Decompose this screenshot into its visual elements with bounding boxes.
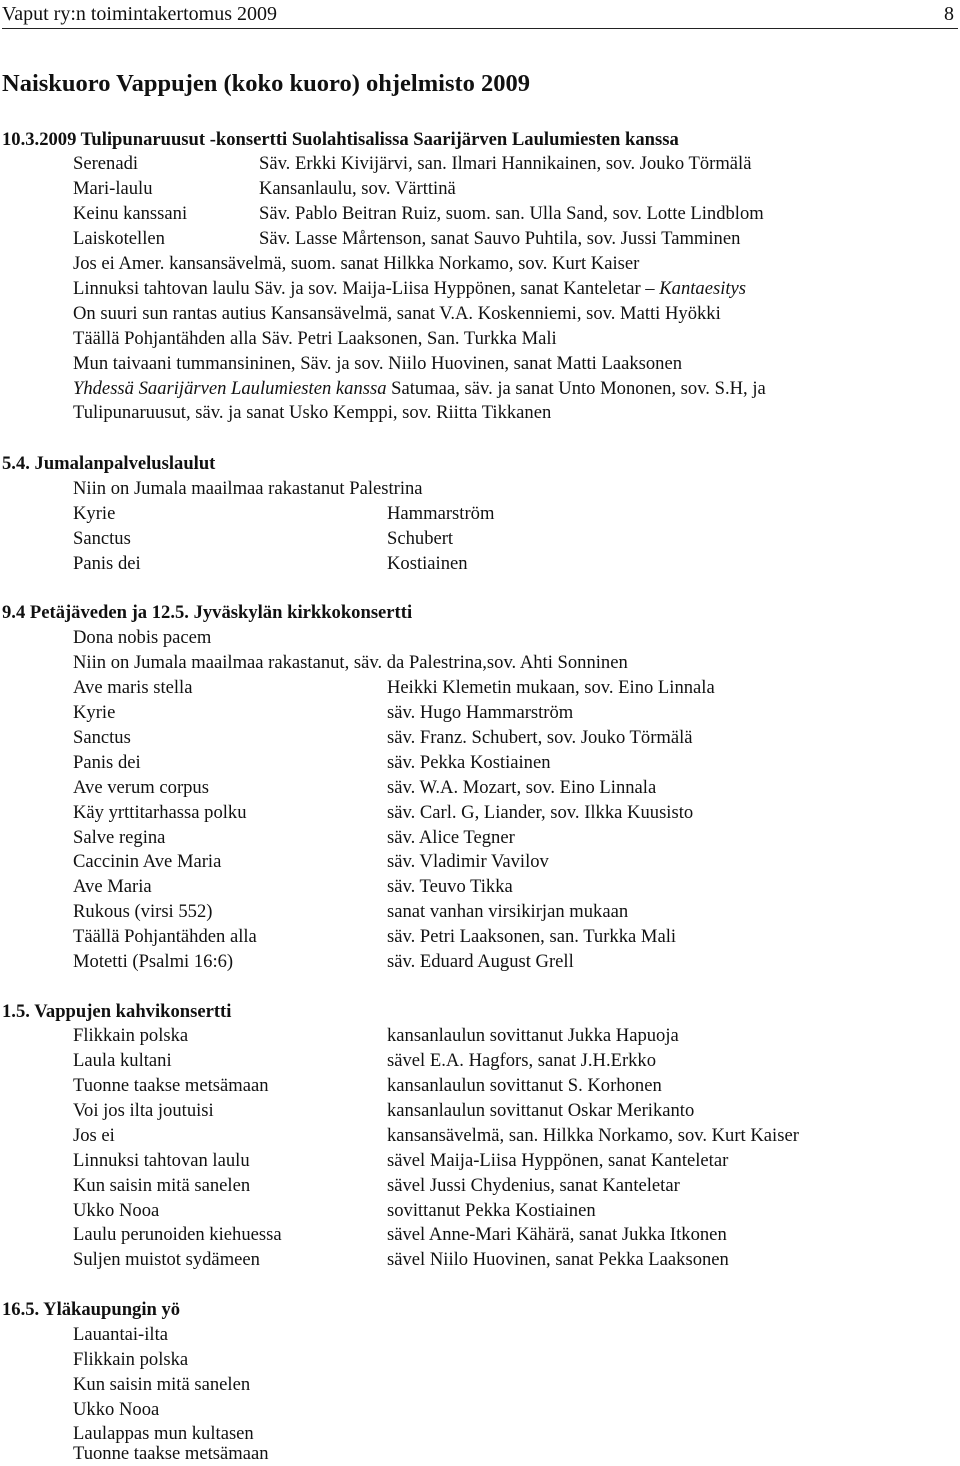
section-heading: 16.5. Yläkaupungin yö bbox=[2, 1299, 181, 1320]
program-credits: kansansävelmä, san. Hilkka Norkamo, sov. Kurt Kaiser bbox=[387, 1125, 799, 1146]
program-line: Niin on Jumala maailmaa rakastanut, säv. da Palestrina,sov. Ahti Sonninen bbox=[73, 652, 628, 673]
program-title: Linnuksi tahtovan laulu bbox=[73, 1150, 250, 1171]
program-title: Kyrie bbox=[73, 503, 116, 524]
program-title: Lauantai-ilta bbox=[73, 1324, 168, 1345]
program-title: Ave maris stella bbox=[73, 677, 193, 698]
program-title: Kun saisin mitä sanelen bbox=[73, 1374, 251, 1395]
program-credits: sanat vanhan virsikirjan mukaan bbox=[387, 901, 629, 922]
program-credits: säv. Pekka Kostiainen bbox=[387, 752, 551, 773]
program-text: Linnuksi tahtovan laulu Säv. ja sov. Maija-Liisa Hyppönen, sanat Kanteletar – bbox=[73, 278, 660, 299]
program-line bbox=[73, 377, 766, 401]
program-title: Jos ei bbox=[73, 1125, 115, 1146]
program-title: Täällä Pohjantähden alla bbox=[73, 926, 257, 947]
premiere-note: Kantaesitys bbox=[659, 278, 747, 299]
program-line: On suuri sun rantas autius Kansansävelmä, sanat V.A. Koskenniemi, sov. Matti Hyökki bbox=[73, 303, 721, 324]
program-credits: säv. Petri Laaksonen, san. Turkka Mali bbox=[387, 926, 677, 947]
program-line bbox=[73, 277, 746, 301]
program-title: Laula kultani bbox=[73, 1050, 172, 1071]
program-credits: Säv. Erkki Kivijärvi, san. Ilmari Hannikainen, sov. Jouko Törmälä bbox=[259, 153, 752, 174]
program-credits: sovittanut Pekka Kostiainen bbox=[387, 1200, 596, 1221]
program-title: Laiskotellen bbox=[73, 228, 165, 249]
program-title: Motetti (Psalmi 16:6) bbox=[73, 951, 234, 972]
program-title: Tuonne taakse metsämaan bbox=[73, 1443, 269, 1464]
program-credits: Heikki Klemetin mukaan, sov. Eino Linnala bbox=[387, 677, 715, 698]
program-title: Ukko Nooa bbox=[73, 1399, 160, 1420]
program-title: Flikkain polska bbox=[73, 1025, 189, 1046]
program-credits: säv. Eduard August Grell bbox=[387, 951, 574, 972]
program-title: Sanctus bbox=[73, 727, 131, 748]
program-credits: Kostiainen bbox=[387, 553, 468, 574]
program-title: Salve regina bbox=[73, 827, 166, 848]
program-credits: sävel Anne-Mari Kähärä, sanat Jukka Itkonen bbox=[387, 1224, 727, 1245]
program-title: Käy yrttitarhassa polku bbox=[73, 802, 247, 823]
program-title: Sanctus bbox=[73, 528, 131, 549]
program-credits: sävel E.A. Hagfors, sanat J.H.Erkko bbox=[387, 1050, 657, 1071]
program-title: Suljen muistot sydämeen bbox=[73, 1249, 260, 1270]
program-title: Laulu perunoiden kiehuessa bbox=[73, 1224, 282, 1245]
page-header bbox=[2, 2, 958, 29]
program-title: Panis dei bbox=[73, 752, 141, 773]
program-credits: säv. Carl. G, Liander, sov. Ilkka Kuusisto bbox=[387, 802, 694, 823]
program-credits: säv. Franz. Schubert, sov. Jouko Törmälä bbox=[387, 727, 693, 748]
section-heading: 5.4. Jumalanpalveluslaulut bbox=[2, 453, 216, 474]
program-credits: säv. W.A. Mozart, sov. Eino Linnala bbox=[387, 777, 657, 798]
section-heading: 1.5. Vappujen kahvikonsertti bbox=[2, 1001, 232, 1022]
program-title: Laulappas mun kultasen bbox=[73, 1423, 254, 1444]
program-credits: Schubert bbox=[387, 528, 454, 549]
program-line: Täällä Pohjantähden alla Säv. Petri Laaksonen, San. Turkka Mali bbox=[73, 328, 557, 349]
program-title: Kun saisin mitä sanelen bbox=[73, 1175, 251, 1196]
program-credits: sävel Niilo Huovinen, sanat Pekka Laaksonen bbox=[387, 1249, 729, 1270]
program-credits: Säv. Lasse Mårtenson, sanat Sauvo Puhtila, sov. Jussi Tamminen bbox=[259, 228, 741, 249]
program-title: Keinu kanssani bbox=[73, 203, 188, 224]
section-heading: 9.4 Petäjäveden ja 12.5. Jyväskylän kirkkokonsertti bbox=[2, 602, 413, 623]
page-number: 8 bbox=[944, 3, 954, 25]
program-title: Ave verum corpus bbox=[73, 777, 209, 798]
program-title: Ave Maria bbox=[73, 876, 152, 897]
program-credits: sävel Jussi Chydenius, sanat Kanteletar bbox=[387, 1175, 680, 1196]
program-title: Kyrie bbox=[73, 702, 116, 723]
program-text: Satumaa, säv. ja sanat Unto Mononen, sov. S.H, ja bbox=[386, 378, 766, 399]
program-title: Caccinin Ave Maria bbox=[73, 851, 222, 872]
joint-performance-note: Yhdessä Saarijärven Laulumiesten kanssa bbox=[73, 378, 387, 399]
program-credits: säv. Vladimir Vavilov bbox=[387, 851, 549, 872]
program-line: Mun taivaani tummansininen, Säv. ja sov. Niilo Huovinen, sanat Matti Laaksonen bbox=[73, 353, 683, 374]
program-title: Rukous (virsi 552) bbox=[73, 901, 213, 922]
program-title: Tuonne taakse metsämaan bbox=[73, 1075, 269, 1096]
program-title: Serenadi bbox=[73, 153, 139, 174]
program-line: Tulipunaruusut, säv. ja sanat Usko Kemppi, sov. Riitta Tikkanen bbox=[73, 402, 552, 423]
program-credits: Hammarström bbox=[387, 503, 495, 524]
program-title: Mari-laulu bbox=[73, 178, 153, 199]
program-credits: säv. Teuvo Tikka bbox=[387, 876, 513, 897]
program-credits: säv. Hugo Hammarström bbox=[387, 702, 574, 723]
program-title: Panis dei bbox=[73, 553, 141, 574]
program-line: Niin on Jumala maailmaa rakastanut Palestrina bbox=[73, 478, 423, 499]
program-title: Flikkain polska bbox=[73, 1349, 189, 1370]
program-credits: kansanlaulun sovittanut Oskar Merikanto bbox=[387, 1100, 695, 1121]
document-title: Naiskuoro Vappujen (koko kuoro) ohjelmisto 2009 bbox=[2, 70, 531, 97]
program-line: Dona nobis pacem bbox=[73, 627, 212, 648]
program-line: Jos ei Amer. kansansävelmä, suom. sanat Hilkka Norkamo, sov. Kurt Kaiser bbox=[73, 253, 640, 274]
program-credits: säv. Alice Tegner bbox=[387, 827, 515, 848]
program-credits: kansanlaulun sovittanut S. Korhonen bbox=[387, 1075, 662, 1096]
program-title: Ukko Nooa bbox=[73, 1200, 160, 1221]
program-title: Voi jos ilta joutuisi bbox=[73, 1100, 214, 1121]
program-credits: Säv. Pablo Beitran Ruiz, suom. san. Ulla Sand, sov. Lotte Lindblom bbox=[259, 203, 764, 224]
program-credits: sävel Maija-Liisa Hyppönen, sanat Kanteletar bbox=[387, 1150, 729, 1171]
program-credits: kansanlaulun sovittanut Jukka Hapuoja bbox=[387, 1025, 679, 1046]
section-heading: 10.3.2009 Tulipunaruusut -konsertti Suolahtisalissa Saarijärven Laulumiesten kanssa bbox=[2, 129, 679, 150]
header-title: Vaput ry:n toimintakertomus 2009 bbox=[2, 3, 277, 25]
program-credits: Kansanlaulu, sov. Värttinä bbox=[259, 178, 456, 199]
